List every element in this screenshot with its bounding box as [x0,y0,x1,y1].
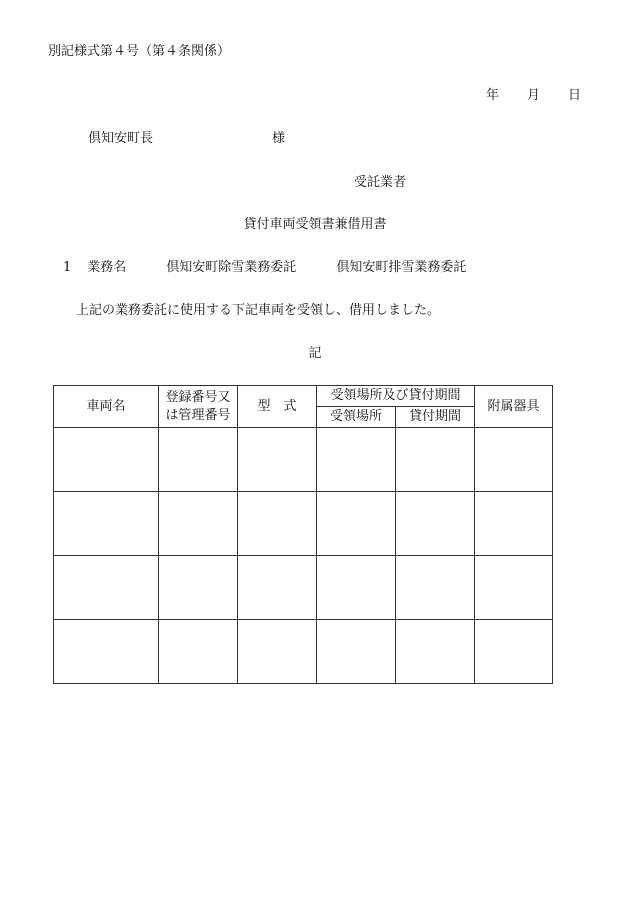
cell-model[interactable] [238,620,317,684]
header-model: 型 式 [238,386,317,428]
cell-accessories[interactable] [475,556,553,620]
date-month: 月 [527,88,541,103]
header-vehicle-name: 車両名 [54,386,159,428]
cell-loan-period[interactable] [396,556,475,620]
cell-receipt-place[interactable] [317,620,396,684]
contractor-label: 受託業者 [354,175,407,190]
cell-loan-period[interactable] [396,620,475,684]
header-accessories: 附属器具 [475,386,553,428]
header-registration-number [159,386,238,428]
service-item-hauling: 倶知安町排雪業務委託 [336,260,467,275]
cell-vehicle-name[interactable] [54,492,159,556]
service-name-row [63,261,466,274]
cell-model[interactable] [238,428,317,492]
service-label: 業務名 [87,260,127,275]
vehicle-table [53,385,553,684]
cell-receipt-place[interactable] [317,556,396,620]
date-year: 年 [486,88,500,103]
header-registration-line2: は管理番号 [165,407,231,423]
table-row [54,620,553,684]
cell-accessories[interactable] [475,492,553,556]
cell-accessories[interactable] [475,428,553,492]
statement: 上記の業務委託に使用する下記車両を受領し、借用しました。 [76,303,441,318]
ki-heading: 記 [308,346,322,361]
cell-registration-number[interactable] [159,428,238,492]
cell-vehicle-name[interactable] [54,556,159,620]
cell-vehicle-name[interactable] [54,428,159,492]
header-receipt-place: 受領場所 [317,407,396,428]
cell-vehicle-name[interactable] [54,620,159,684]
cell-accessories[interactable] [475,620,553,684]
header-registration-line1: 登録番号又 [165,389,231,405]
table-row [54,428,553,492]
service-item-removal: 倶知安町除雪業務委託 [166,260,297,275]
cell-model[interactable] [238,492,317,556]
document-title: 貸付車両受領書兼借用書 [243,217,387,232]
cell-registration-number[interactable] [159,492,238,556]
cell-loan-period[interactable] [396,492,475,556]
service-number: 1 [63,260,72,275]
header-loan-period: 貸付期間 [396,407,475,428]
date-day: 日 [568,88,582,103]
cell-registration-number[interactable] [159,556,238,620]
header-receipt-period: 受領場所及び貸付期間 [317,386,475,407]
cell-receipt-place[interactable] [317,428,396,492]
date-line [486,89,581,102]
table-row [54,492,553,556]
table-row [54,556,553,620]
cell-receipt-place[interactable] [317,492,396,556]
honorific: 様 [272,131,286,146]
cell-model[interactable] [238,556,317,620]
addressee: 倶知安町長 [88,131,154,146]
cell-loan-period[interactable] [396,428,475,492]
cell-registration-number[interactable] [159,620,238,684]
form-number: 別記様式第４号（第４条関係） [48,44,231,59]
